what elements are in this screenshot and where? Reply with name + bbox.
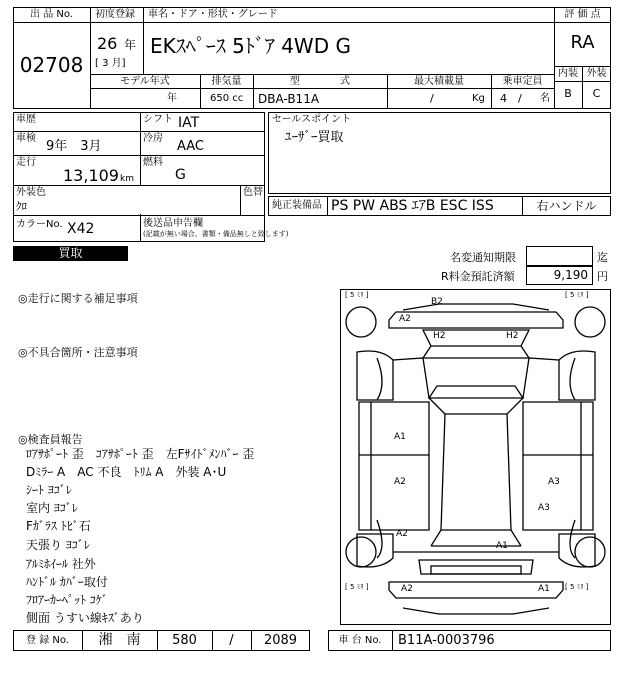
recycle-fee-unit: 円: [597, 270, 608, 283]
exterior-grade: C: [592, 87, 601, 100]
tire-label-front-right: [ 5 ﾐﾘ ]: [565, 291, 589, 299]
registration-class: 580: [172, 633, 197, 648]
inspector-line-5: Fｶﾞﾗｽ ﾄﾋﾞ石: [26, 519, 91, 533]
mileage-value: 13,109: [63, 166, 119, 185]
mileage-unit: km: [120, 174, 134, 184]
max-load-unit: Kg: [472, 93, 485, 104]
name-change-deadline-box: [526, 246, 593, 266]
rating-value: RA: [570, 32, 595, 53]
registration-year-unit: 年: [124, 38, 137, 52]
color-change-label: 色替: [243, 187, 263, 198]
aftermarket-note: (記載が無い場合、書類・備品無しと致します): [143, 230, 289, 238]
damage-mark-h2-right: H2: [506, 331, 519, 341]
driving-remarks-label: ◎走行に関する補足事項: [18, 292, 138, 305]
shift-value: IAT: [178, 115, 200, 131]
ac-value: AAC: [177, 139, 204, 154]
damage-mark-a2-left: A2: [394, 477, 406, 487]
history-label: 車歴: [16, 114, 36, 125]
damage-mark-a2-rear: A2: [401, 584, 413, 594]
color-number-label: カラーNo.: [16, 219, 63, 230]
displacement-value: 650 cc: [210, 93, 244, 104]
sales-point-value: ﾕｰｻﾞｰ買取: [285, 130, 344, 145]
fuel-label: 燃料: [143, 157, 163, 168]
capacity-separator: /: [518, 92, 522, 105]
registration-kana: /: [229, 633, 234, 648]
color-number-value: X42: [67, 221, 95, 237]
ac-label: 冷房: [143, 133, 163, 144]
exterior-color-label: 外装色: [16, 187, 46, 198]
car-name: EKｽﾍﾟｰｽ 5ﾄﾞｱ 4WD G: [150, 34, 351, 58]
equipment-value: PS PW ABS ｴｱB ESC ISS: [331, 198, 494, 214]
inspection-label: 車検: [16, 133, 36, 144]
capacity-label: 乗車定員: [502, 76, 543, 87]
damage-mark-a1-left: A1: [394, 432, 406, 442]
damage-mark-b2: B2: [431, 297, 443, 307]
inspector-line-4: 室内 ﾖｺﾞﾚ: [26, 501, 78, 515]
registration-serial: 2089: [263, 633, 298, 648]
car-name-label: 車名・ドア・形状・グレード: [148, 9, 278, 20]
inspector-line-6: 天張り ﾖｺﾞﾚ: [26, 538, 90, 552]
damage-mark-a2-left-lower: A2: [396, 529, 408, 539]
steering-position: 右ハンドル: [536, 199, 597, 213]
interior-grade: B: [564, 87, 572, 100]
exterior-color-value: ｸﾛ: [16, 200, 27, 213]
inspection-value: 9年 3月: [46, 139, 102, 154]
model-year-label: モデル年式: [120, 76, 170, 87]
shift-label: シフト: [143, 114, 173, 125]
name-change-deadline-unit: 迄: [597, 251, 608, 264]
damage-mark-a2-front: A2: [399, 314, 411, 324]
model-year-unit: 年: [167, 93, 177, 104]
name-change-deadline-label: 名変通知期限: [450, 251, 516, 264]
chassis-number-value: B11A-0003796: [398, 633, 495, 648]
purchase-badge: 買取: [13, 246, 128, 261]
tire-label-rear-left: [ 5 ﾐﾘ ]: [345, 583, 369, 591]
mileage-label: 走行: [16, 157, 36, 168]
inspector-line-2: Dﾐﾗｰ A AC 不良 ﾄﾘﾑ A 外装 A･U: [26, 465, 227, 479]
aftermarket-label: 後送品申告欄: [143, 218, 203, 229]
inspector-line-7: ｱﾙﾐﾎｲｰﾙ 社外: [26, 557, 96, 571]
rating-label: 評 価 点: [564, 9, 601, 20]
inspector-report-label: ◎検査員報告: [18, 433, 83, 446]
registration-month: [ 3 月]: [95, 58, 126, 69]
max-load-value: /: [430, 92, 434, 105]
registration-year: 26: [97, 34, 118, 53]
chassis-number-label: 車 台 No.: [338, 635, 382, 646]
lot-number-label: 出 品 No.: [30, 9, 73, 20]
car-outline: [341, 290, 612, 626]
damage-mark-a3-right: A3: [548, 477, 560, 487]
exterior-label: 外装: [586, 68, 607, 79]
displacement-label: 排気量: [211, 76, 242, 87]
registration-number-label: 登 録 No.: [26, 635, 69, 646]
lot-number: 02708: [19, 53, 84, 77]
damage-mark-a3-right-lower: A3: [538, 503, 550, 513]
tire-label-front-left: [ 5 ﾐﾘ ]: [345, 291, 369, 299]
max-load-label: 最大積載量: [414, 76, 464, 87]
interior-label: 内装: [558, 68, 578, 79]
damage-mark-h2-left: H2: [433, 331, 446, 341]
first-registration-label: 初度登録: [95, 9, 135, 20]
inspector-line-1: ﾛｱｻﾎﾟｰﾄ 歪 ｺｱｻﾎﾟｰﾄ 歪 左Fｻｲﾄﾞﾒﾝﾊﾞｰ 歪: [26, 447, 255, 461]
tire-label-rear-right: [ 5 ﾐﾘ ]: [565, 583, 589, 591]
damage-mark-a1-center: A1: [496, 541, 508, 551]
defects-label: ◎不具合箇所・注意事項: [18, 346, 138, 359]
damage-mark-a1-rear: A1: [538, 584, 550, 594]
inspector-line-9: ﾌﾛｱｰｶｰﾍﾟｯﾄ ｺｹﾞ: [26, 593, 108, 607]
model-code-label: 型 式: [290, 76, 350, 87]
recycle-fee-value: 9,190: [553, 268, 588, 282]
inspector-line-8: ﾊﾝﾄﾞﾙ ｶﾊﾞｰ取付: [26, 575, 108, 589]
fuel-value: G: [175, 167, 186, 183]
inspector-line-10: 側面 うすい線ｷｽﾞあり: [26, 611, 144, 625]
capacity-unit: 名: [540, 93, 550, 104]
model-code: DBA-B11A: [258, 92, 320, 106]
registration-region: 湘 南: [98, 632, 141, 648]
equipment-label: 純正装備品: [272, 200, 322, 211]
recycle-fee-label: R料金預託済額: [441, 270, 515, 283]
sales-point-label: セールスポイント: [272, 114, 352, 125]
inspector-line-3: ｼｰﾄ ﾖｺﾞﾚ: [26, 483, 72, 497]
car-diagram: [340, 289, 611, 625]
capacity-value: 4: [500, 92, 507, 105]
